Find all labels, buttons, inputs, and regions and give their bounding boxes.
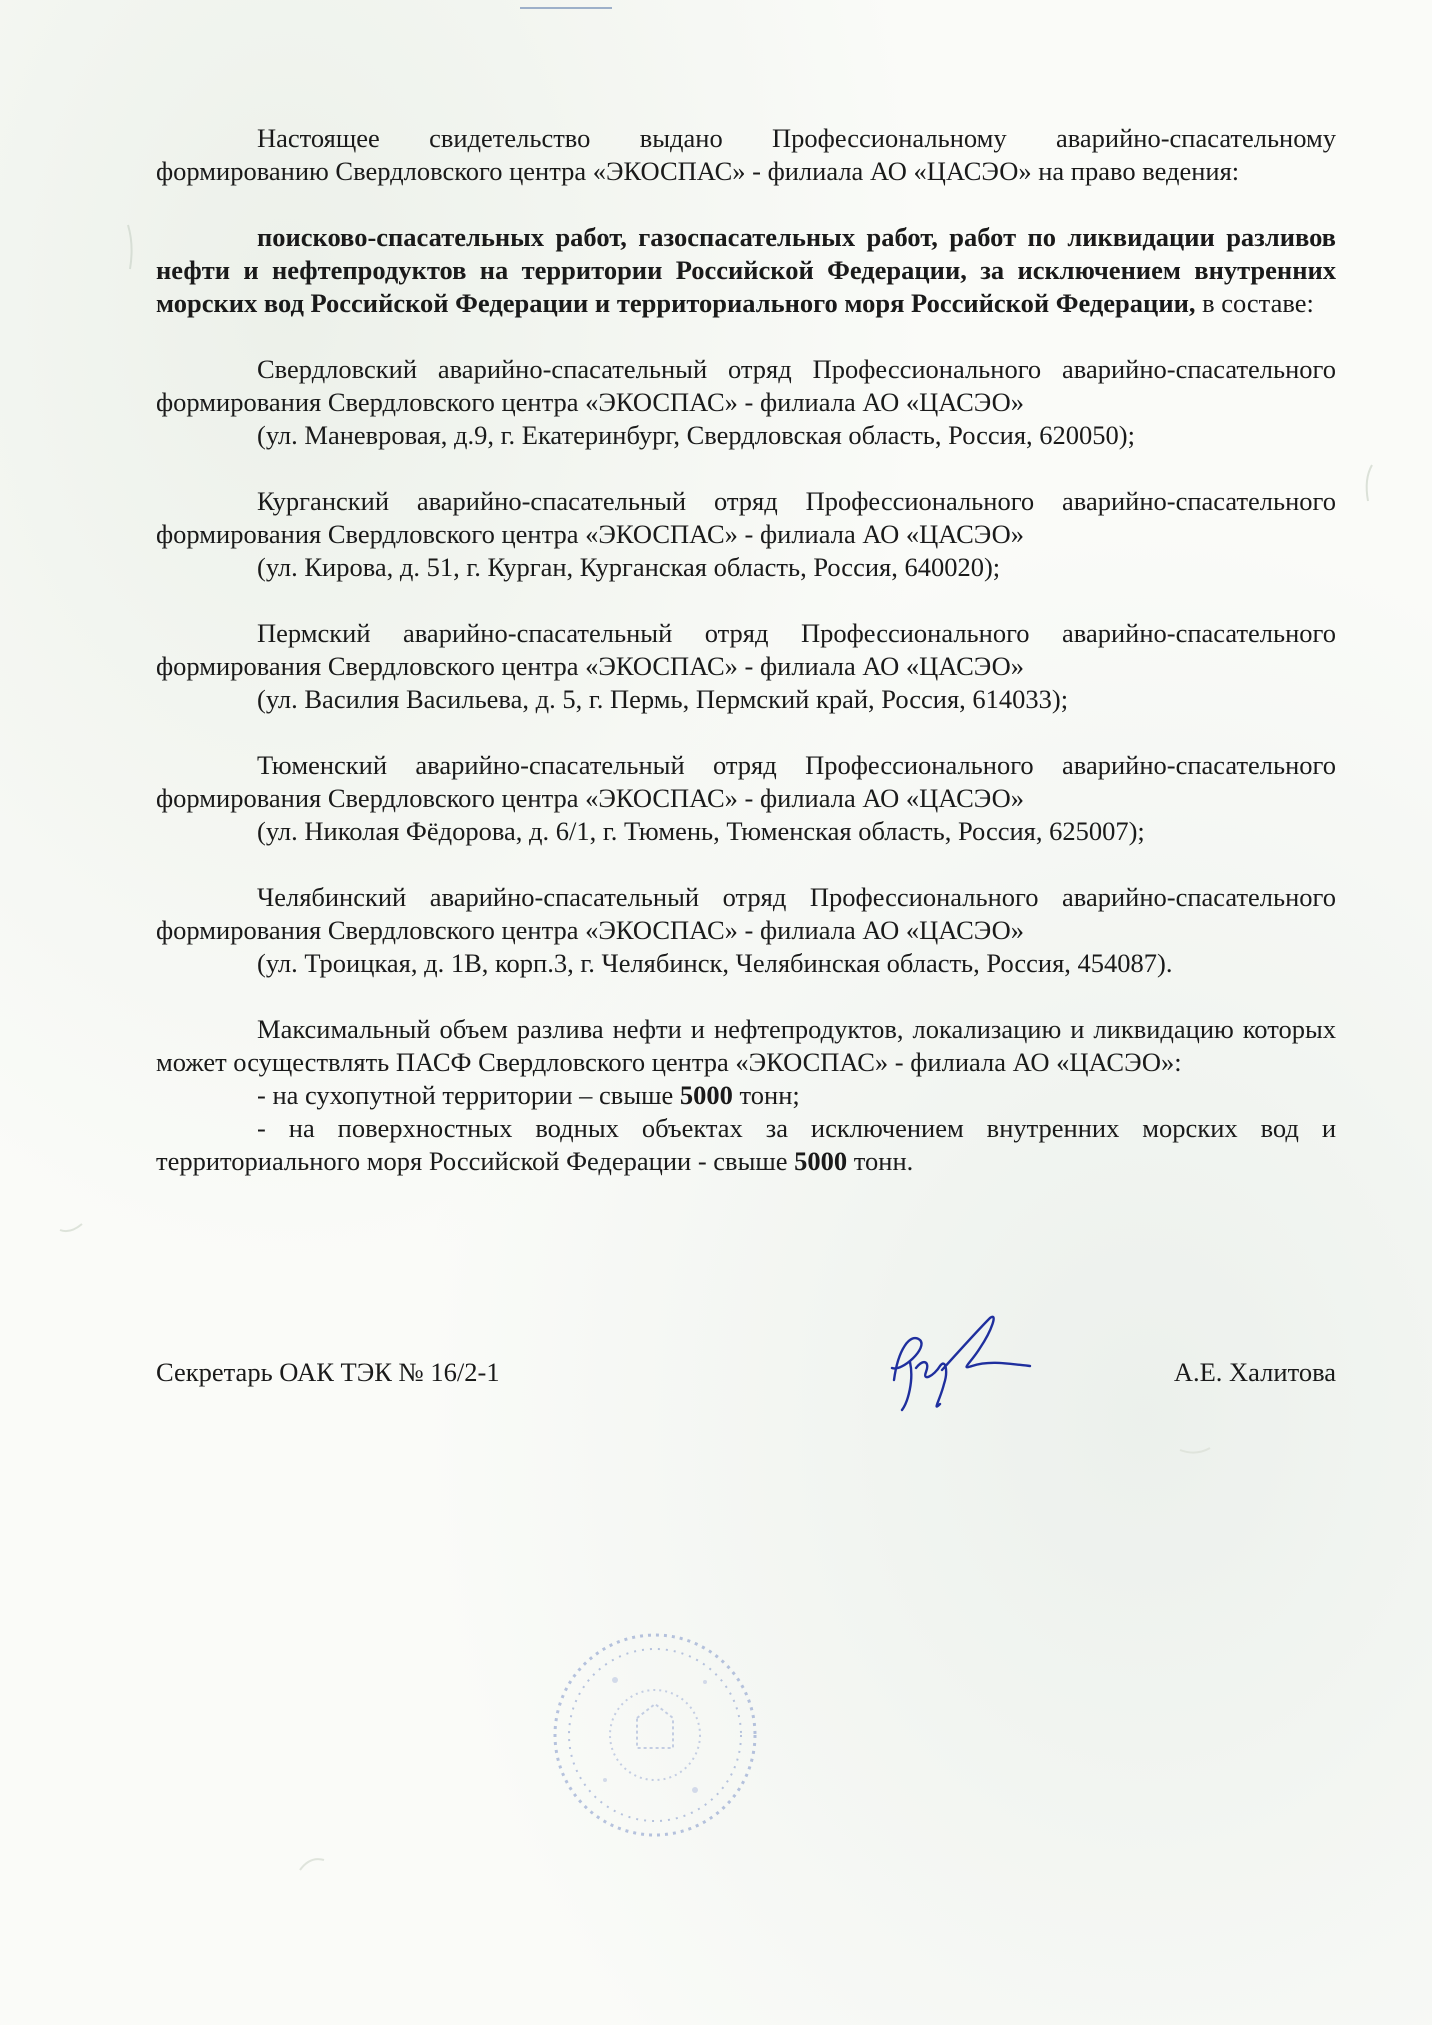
unit-block-5 <box>156 881 1336 980</box>
handwritten-signature <box>880 1310 1040 1420</box>
capacity-land-prefix: - на сухопутной территории – свыше <box>257 1080 680 1110</box>
capacity-land-suffix: тонн; <box>732 1080 800 1110</box>
unit-name: Тюменский аварийно-спасательный отряд Профессионального аварийно-спасательного формирования Свердловского центра «ЭКОСПАС» - филиала АО «ЦАСЭО» <box>156 750 1336 813</box>
signatory-position: Секретарь ОАК ТЭК № 16/2-1 <box>156 1357 500 1387</box>
capacity-land-value: 5000 <box>679 1080 733 1110</box>
seal-stamp <box>545 1620 765 1850</box>
document-body <box>156 122 1336 1178</box>
capacity-water-value: 5000 <box>794 1146 848 1176</box>
scope-paragraph <box>156 221 1336 320</box>
scope-tail-text: в составе: <box>1195 288 1314 318</box>
unit-name: Свердловский аварийно-спасательный отряд Профессионального аварийно-спасательного формирования Свердловского центра «ЭКОСПАС» - филиала АО «ЦАСЭО» <box>156 354 1336 417</box>
capacity-water-suffix: тонн. <box>847 1146 914 1176</box>
unit-name: Пермский аварийно-спасательный отряд Профессионального аварийно-спасательного формирования Свердловского центра «ЭКОСПАС» - филиала АО «ЦАСЭО» <box>156 618 1336 681</box>
capacity-paragraph: Максимальный объем разлива нефти и нефтепродуктов, локализацию и ликвидацию которых может осуществлять ПАСФ Свердловского центра «ЭКОСПАС» - филиала АО «ЦАСЭО»: <box>156 1014 1336 1077</box>
capacity-water-item <box>156 1112 1336 1178</box>
unit-block-2 <box>156 485 1336 584</box>
scope-bold-text: поисково-спасательных работ, газоспасательных работ, работ по ликвидации разливов нефти и нефтепродуктов на территории Российской Федерации, за исключением внутренних морских вод Российской Федерации и территориального моря Российской Федерации, <box>156 222 1336 318</box>
signature-row <box>156 1356 1336 1396</box>
unit-name: Курганский аварийно-спасательный отряд Профессионального аварийно-спасательного формирования Свердловского центра «ЭКОСПАС» - филиала АО «ЦАСЭО» <box>156 486 1336 549</box>
unit-address: (ул. Маневровая, д.9, г. Екатеринбург, Свердловская область, Россия, 620050); <box>257 420 1135 450</box>
unit-address: (ул. Николая Фёдорова, д. 6/1, г. Тюмень, Тюменская область, Россия, 625007); <box>257 816 1145 846</box>
unit-address: (ул. Троицкая, д. 1В, корп.3, г. Челябинск, Челябинская область, Россия, 454087). <box>257 948 1173 978</box>
unit-block-4 <box>156 749 1336 848</box>
unit-block-1 <box>156 353 1336 452</box>
unit-name: Челябинский аварийно-спасательный отряд Профессионального аварийно-спасательного формирования Свердловского центра «ЭКОСПАС» - филиала АО «ЦАСЭО» <box>156 882 1336 945</box>
capacity-water-prefix: - на поверхностных водных объектах за исключением внутренних морских вод и территориального моря Российской Федерации - свыше <box>156 1113 1336 1176</box>
unit-block-3 <box>156 617 1336 716</box>
capacity-land-item <box>156 1079 1336 1112</box>
intro-paragraph: Настоящее свидетельство выдано Профессиональному аварийно-спасательному формированию Свердловского центра «ЭКОСПАС» - филиала АО «ЦАСЭО» на право ведения: <box>156 123 1336 186</box>
unit-address: (ул. Кирова, д. 51, г. Курган, Курганская область, Россия, 640020); <box>257 552 1001 582</box>
signatory-name: А.Е. Халитова <box>1173 1357 1336 1387</box>
unit-address: (ул. Василия Васильева, д. 5, г. Пермь, Пермский край, Россия, 614033); <box>257 684 1069 714</box>
capacity-block <box>156 1013 1336 1178</box>
